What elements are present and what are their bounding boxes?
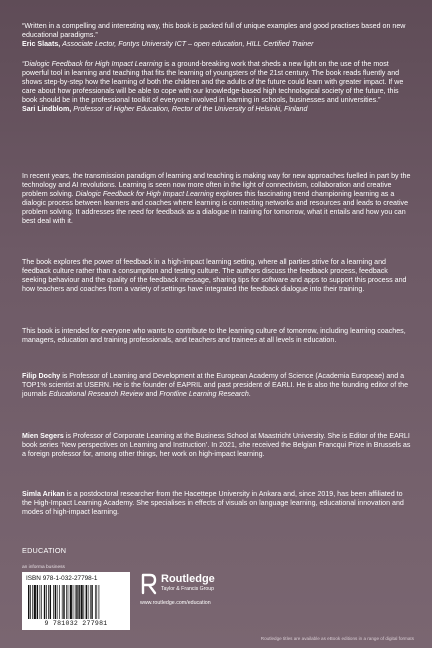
- author-3-bio: is a postdoctoral researcher from the Hacettepe University in Ankara and, since 2019, has been affiliated to the High-Impact Learning Academy. She specialises in effects of visuals on language learning, educational innovation and modes of high-impact learning.: [22, 490, 404, 517]
- isbn-barcode-box: [22, 572, 130, 630]
- ean-digits: 9 781032 277981: [44, 620, 108, 627]
- quote-2-body: is a ground-breaking work that sheds a new light on the use of the most powerful tool in learning and teaching that fits the learning of youngsters of the 21st century. The book reads fluently and shows step-by-step how the learning of both the children and the adults of the future could learn with greater impact. If we care about how professionals will be able to cope with our knowledge-based high technological society of the future, this book should be in the professional toolkit of everyone involved in learning in schools, businesses and universities.”: [22, 60, 404, 105]
- author-1-bio: is Professor of Learning and Development at the European Academy of Science (Academia Europeae) and a TOP1% scientist at USERN. He is the founder of EAPRIL and past president of EARLI. He is also the founding editor of the journals: [22, 372, 409, 399]
- quote-1-role: Associate Lector, Fontys University ICT – open education, HILL Certified Trainer: [62, 40, 314, 49]
- quote-2-role: Professor of Higher Education, Rector of the University of Helsinki, Finland: [73, 105, 308, 114]
- description-paragraph-3: [22, 327, 414, 345]
- author-1-journal-2: Frontline Learning Research: [159, 390, 249, 399]
- publisher-name: Routledge: [161, 573, 215, 585]
- author-2-bio: is Professor of Corporate Learning at the Business School at Maastricht University. She is Editor of the EARLI book series ‘New perspectives on Learning and Instruction’. In 2021, she received the Belgian Francqui Prize in Brussels as a foreign professor for, among other things, her work on high-impact learning.: [22, 432, 411, 459]
- quote-2: [22, 60, 414, 115]
- author-1-name: Filip Dochy: [22, 372, 61, 380]
- description-p2: The book explores the power of feedback in a high-impact learning setting, where all parties strive for a learning and feedback culture rather than a consumption and testing culture. The authors discuss the feedback process, feedback seeking behaviour and the quality of the feedback message, sharing tips for software and apps to support this process and how teachers and coaches from a variety of settings have integrated the feedback dialogue into their training.: [22, 258, 407, 294]
- description-p1-text: [22, 172, 414, 227]
- quote-2-author: Sari Lindblom,: [22, 105, 72, 114]
- author-bio-3: [22, 490, 414, 517]
- ebook-note: Routledge titles are available as eBook editions in a range of digital formats: [260, 636, 414, 641]
- description-p1-b: explores this fascinating trend championing learning as a dialogic process between learners and coaches where learning is connecting networks and resources and leads to creative problem solving. It addresses the need for feedback as a dialogue in training for tomorrow, what it entails and how you can best deal with it.: [22, 190, 409, 226]
- description-p1-a: In recent years, the transmission paradigm of learning and teaching is making way for new approaches fuelled in part by the technology and AI revolutions. Learning is seen now more often in the light of connectivism, collaboration and creative problem solving.: [22, 172, 411, 199]
- quote-1: [22, 22, 414, 49]
- quote-2-book-title: “Dialogic Feedback for High Impact Learning: [22, 60, 163, 68]
- description-paragraph-2: [22, 258, 414, 294]
- barcode-graphic: [28, 585, 124, 619]
- isbn-number: ISBN 978-1-032-27798-1: [26, 575, 98, 582]
- quote-1-attribution: [22, 40, 414, 49]
- description-paragraph-1: [22, 172, 414, 227]
- quote-1-author: Eric Slaats,: [22, 40, 61, 49]
- author-3-text: [22, 490, 414, 517]
- author-1-and: and: [143, 390, 160, 399]
- author-2-name: Mien Segers: [22, 432, 64, 440]
- author-3-name: Simla Arikan: [22, 490, 65, 498]
- author-1-end: .: [248, 390, 251, 399]
- description-p1-title: Dialogic Feedback for High Impact Learning: [75, 190, 214, 199]
- routledge-logo-icon: [140, 573, 158, 595]
- author-bio-2: [22, 432, 414, 459]
- quote-2-text: [22, 60, 414, 105]
- quote-2-attribution: [22, 105, 414, 114]
- author-bio-1: [22, 372, 414, 399]
- author-1-text: [22, 372, 414, 399]
- publisher-url[interactable]: www.routledge.com/education: [140, 600, 211, 606]
- subject-category: EDUCATION: [22, 546, 67, 555]
- author-1-journal-1: Educational Research Review: [48, 390, 144, 399]
- publisher-group: Taylor & Francis Group: [161, 586, 215, 592]
- informa-tagline: an informa business: [22, 565, 65, 570]
- description-p3: This book is intended for everyone who wants to contribute to the learning culture of tomorrow, including learning coaches, managers, education and training professionals, and teachers and trainees at all levels in education.: [22, 327, 406, 345]
- author-2-text: [22, 432, 414, 459]
- quote-1-text: “Written in a compelling and interesting way, this book is packed full of unique examples and good practises based on new educational paradigms.”: [22, 22, 406, 40]
